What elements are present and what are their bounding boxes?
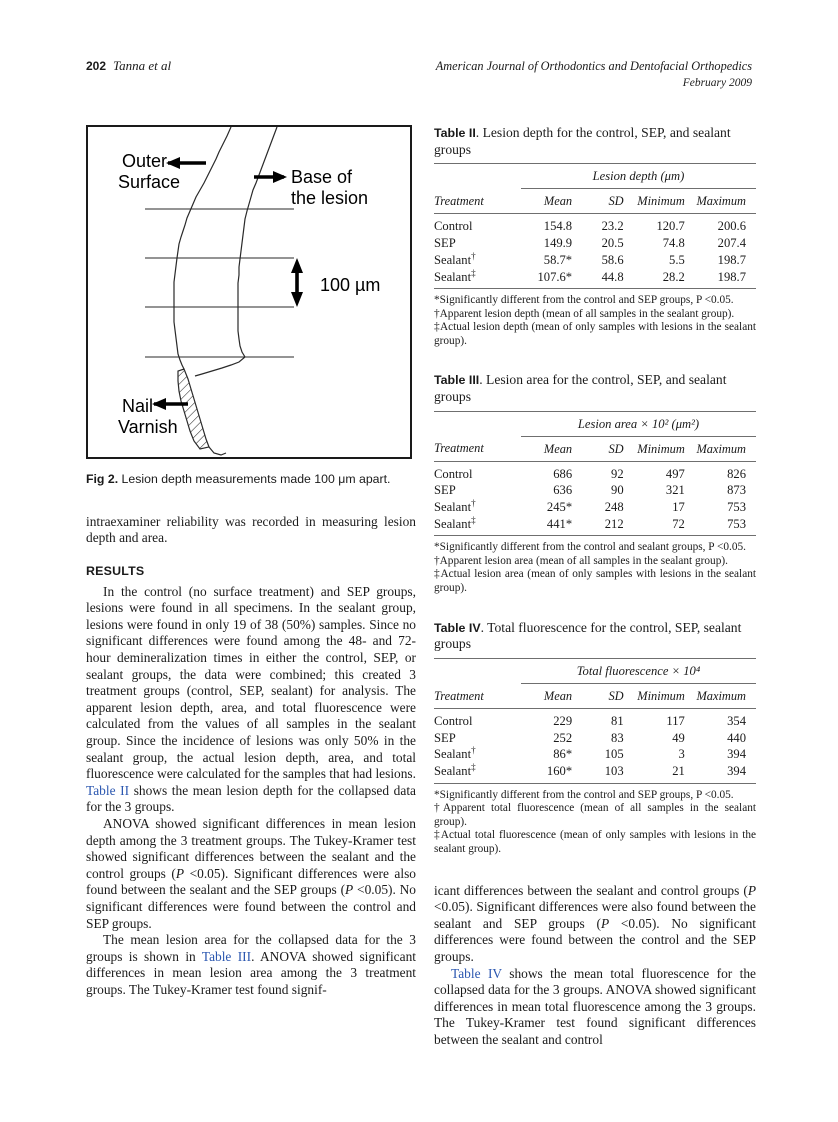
cell-treatment-text: Control: [434, 713, 473, 728]
figure-caption: [86, 472, 416, 488]
running-head-left: [86, 58, 171, 74]
table-2-note: †Apparent lesion depth (mean of all samples in the sealant group).: [434, 307, 735, 320]
table-2-title-text: . Lesion depth for the control, SEP, and sealant groups: [434, 125, 731, 157]
outer-surface-arrow: [166, 157, 206, 169]
nail-varnish-tail: [209, 447, 226, 455]
cell-sd: 92: [611, 466, 624, 481]
paragraph-results-2-text-a: ANOVA showed significant differences in mean lesion depth among the 3 treatment groups. The Tukey-Kramer test showed significant differences between the sealant and the control groups (: [86, 816, 416, 881]
cell-treatment-marker: †: [471, 250, 476, 261]
cell-min: 72: [672, 516, 685, 531]
cell-max: 826: [727, 466, 746, 481]
table-3-title-text: . Lesion area for the control, SEP, and sealant groups: [434, 372, 727, 404]
table-4-notes: [434, 789, 756, 857]
right-paragraph-continued-c: <0.05). No significant differences were found between the control and the SEP groups.: [434, 915, 757, 964]
lesion-diagram-svg: [88, 127, 409, 456]
table-row: [434, 499, 756, 516]
paragraph-results-1: [86, 584, 416, 816]
xref-table-4[interactable]: Table IV: [451, 965, 502, 981]
cell-max: 207.4: [717, 235, 746, 250]
table-3-col-treatment: Treatment: [434, 441, 484, 456]
table-2-note: ‡Actual lesion depth (mean of only samples with lesions in the sealant group).: [434, 321, 756, 347]
table-row: [434, 214, 756, 235]
right-paragraph-continued-b: <0.05). Significant differences were also found between the sealant and SEP groups (: [434, 899, 756, 931]
cell-sd: 212: [604, 516, 624, 531]
cell-treatment: [434, 746, 521, 763]
cell-sd: 90: [611, 483, 624, 498]
right-paragraph-2: [434, 966, 756, 1049]
cell-treatment-text: Sealant: [434, 764, 472, 779]
paragraph-results-2-text-b: <0.05). Significant differences were also found between the sealant and the SEP groups (: [86, 865, 416, 898]
cell-mean: 154.8: [543, 219, 573, 234]
cell-treatment: [434, 235, 521, 252]
cell-sd: 20.5: [601, 235, 624, 250]
table-3: [434, 411, 756, 537]
nail-varnish-hatch: [178, 369, 209, 449]
table-3-number: Table III: [434, 373, 480, 388]
cell-treatment-text: SEP: [434, 730, 456, 745]
cell-sd: 44.8: [601, 269, 624, 284]
cell-min: 74.8: [662, 235, 685, 250]
right-paragraph-continued: [434, 883, 756, 966]
table-4-number: Table IV: [434, 620, 481, 635]
cell-treatment-marker: ‡: [471, 761, 476, 772]
table-2-title: [434, 125, 756, 158]
cell-min: 21: [672, 764, 685, 779]
cell-min: 497: [665, 466, 685, 481]
cell-treatment: [434, 252, 521, 269]
base-of-lesion-arrow: [254, 171, 287, 183]
cell-max: 200.6: [717, 219, 746, 234]
cell-sd: 81: [611, 713, 624, 728]
table-3-spanner: Lesion area × 10² (μm²): [521, 411, 756, 436]
table-3-note: ‡Actual lesion area (mean of only samples with lesions in the sealant group).: [434, 568, 756, 595]
table-3-title: [434, 372, 756, 405]
table-2-spanner-blank: [434, 164, 521, 189]
table-4-title-text: . Total fluorescence for the control, SEP, sealant groups: [434, 619, 742, 652]
table-2-block: [434, 125, 756, 348]
left-column: [86, 125, 416, 999]
paragraph-results-1-text-a: In the control (no surface treatment) and SEP groups, lesions were found in all specimens. In the sealant group, lesions were found in only 19 of 38 (50%) samples. Since no significant differences were found among the 48- and 72-hour demineralization times in either the control, SEP, or sealant groups, the data were combined; this created 3 treatment groups (control, SEP, sealant) for analysis. The apparent lesion depth, area, and total fluorescence were calculated from the values of all samples in the sealant group. Since the incidence of lesions was only 50% in the sealant group, the actual lesion depth, area, and total fluorescence were calculated for the samples that had lesions.: [86, 583, 416, 782]
cell-treatment-text: Control: [434, 466, 473, 481]
cell-treatment-marker: †: [471, 745, 476, 756]
table-3-col-mean: Mean: [543, 441, 573, 456]
right-paragraph-continued-a: icant differences between the sealant and control groups (: [434, 882, 748, 898]
cell-treatment: [434, 461, 521, 482]
label-base-line2: the lesion: [291, 188, 369, 208]
p-value-italic-4: P: [600, 915, 610, 931]
running-head-authors: Tanna et al: [113, 58, 172, 73]
table-spacer: [434, 600, 756, 620]
table-3-col-max: Maximum: [696, 441, 746, 456]
cell-min: 120.7: [656, 219, 685, 234]
cell-max: 198.7: [717, 269, 746, 284]
cell-mean: 252: [553, 730, 573, 745]
cell-treatment-text: Sealant: [434, 252, 472, 267]
cell-treatment-marker: ‡: [471, 514, 476, 525]
cell-treatment: [434, 499, 521, 516]
section-heading-results: RESULTS: [86, 563, 145, 578]
cell-max: 753: [727, 500, 746, 515]
cell-treatment-marker: †: [471, 497, 476, 508]
table-2-col-min: Minimum: [637, 194, 685, 209]
p-value-italic-2: P: [345, 882, 354, 898]
label-base-line1: Base of: [291, 167, 353, 187]
table-row: [434, 268, 756, 288]
measurement-lines: [145, 209, 294, 357]
label-nail-line2: Varnish: [118, 417, 178, 437]
p-value-italic-3: P: [747, 882, 756, 898]
cell-treatment: [434, 516, 521, 536]
table-row: [434, 729, 756, 746]
paragraph-results-1-text-b: shows the mean lesion depth for the collapsed data for the 3 groups.: [86, 782, 416, 815]
table-3-note: †Apparent lesion area (mean of all samples in the sealant group).: [434, 554, 728, 567]
cell-max: 394: [727, 747, 746, 762]
base-of-lesion-curve: [195, 127, 277, 376]
label-outer-surface-line2: Surface: [118, 172, 181, 192]
cell-sd: 105: [604, 747, 624, 762]
figure-label: Fig 2.: [86, 472, 119, 486]
table-2: [434, 163, 756, 289]
label-nail-line1: Nail: [122, 396, 154, 416]
right-paragraph-2-text: shows the mean total fluorescence for the collapsed data for the 3 groups. ANOVA showed significant differences in mean total fluorescence among the 3 groups. The Tukey-Kramer test found significant differences between the sealant and control: [434, 965, 756, 1047]
table-4-note: *Significantly different from the control and SEP groups, P <0.05.: [434, 788, 734, 801]
cell-min: 3: [678, 747, 685, 762]
paragraph-results-3: [86, 932, 416, 998]
cell-mean: 58.7*: [543, 252, 573, 267]
table-row: [434, 708, 756, 729]
table-4-spanner-blank: [434, 658, 521, 683]
label-outer-surface-line1: Outer: [122, 151, 168, 171]
p-value-italic-1: P: [175, 865, 185, 881]
cell-mean: 441*: [546, 516, 573, 531]
table-4-block: [434, 620, 756, 857]
label-scale: 100 µm: [320, 275, 381, 295]
cell-treatment: [434, 482, 521, 499]
table-4-header-row: [434, 683, 756, 708]
table-4-col-treatment: Treatment: [434, 688, 484, 703]
cell-sd: 83: [611, 730, 624, 745]
table-3-note: *Significantly different from the control and sealant groups, P <0.05.: [434, 541, 746, 554]
cell-treatment: [434, 729, 521, 746]
table-spacer: [434, 352, 756, 372]
table-2-number: Table II: [434, 126, 476, 140]
table-3-header-row: [434, 436, 756, 461]
cell-min: 17: [672, 500, 685, 515]
cell-mean: 245*: [546, 500, 573, 515]
table-2-header-row: [434, 189, 756, 214]
table-4-note: ‡Actual total fluorescence (mean of only samples with lesions in the sealant group).: [434, 829, 756, 855]
cell-treatment-text: Control: [434, 219, 473, 234]
table-2-col-mean: Mean: [543, 194, 573, 209]
table-3-spanner-row: [434, 411, 756, 436]
issue-date: February 2009: [682, 77, 752, 89]
table-2-spanner: Lesion depth (μm): [521, 164, 756, 189]
cell-max: 394: [727, 764, 746, 779]
table-3-notes: [434, 541, 756, 595]
table-4-col-sd: SD: [608, 688, 624, 703]
cell-mean: 229: [553, 713, 573, 728]
table-row: [434, 461, 756, 482]
table-2-col-max: Maximum: [696, 194, 746, 209]
cell-treatment: [434, 214, 521, 235]
cell-mean: 86*: [553, 747, 573, 762]
cell-max: 198.7: [717, 252, 746, 267]
cell-treatment-text: Sealant: [434, 516, 472, 531]
cell-max: 753: [727, 516, 746, 531]
table-3-spanner-blank: [434, 411, 521, 436]
cell-sd: 23.2: [601, 219, 624, 234]
table-2-spanner-row: [434, 164, 756, 189]
paragraph-results-3-text-a: The mean lesion area for the collapsed data for the 3 groups is shown in: [86, 932, 416, 964]
table-2-note: *Significantly different from the control and SEP groups, P <0.05.: [434, 293, 734, 306]
cell-treatment: [434, 708, 521, 729]
cell-mean: 636: [553, 483, 573, 498]
table-2-col-treatment: Treatment: [434, 193, 484, 208]
cell-max: 440: [727, 730, 746, 745]
cell-treatment: [434, 763, 521, 783]
page-number: 202: [86, 59, 107, 73]
cell-min: 321: [665, 483, 685, 498]
figure-2: [86, 125, 412, 459]
cell-min: 49: [672, 730, 685, 745]
cell-sd: 248: [604, 500, 624, 515]
table-3-col-sd: SD: [608, 441, 624, 456]
cell-mean: 686: [553, 466, 573, 481]
cell-min: 117: [666, 713, 685, 728]
table-row: [434, 482, 756, 499]
cell-treatment-text: Sealant: [434, 747, 472, 762]
table-4-spanner: Total fluorescence × 10⁴: [521, 658, 756, 683]
table-row: [434, 516, 756, 536]
cell-min: 28.2: [662, 269, 685, 284]
table-4-col-mean: Mean: [543, 688, 573, 703]
cell-treatment-text: SEP: [434, 235, 456, 250]
table-4: [434, 658, 756, 784]
xref-table-2[interactable]: Table II: [86, 782, 130, 798]
table-row: [434, 252, 756, 269]
cell-mean: 160*: [546, 764, 573, 779]
table-2-col-sd: SD: [608, 194, 624, 209]
table-row: [434, 235, 756, 252]
table-4-spanner-row: [434, 658, 756, 683]
cell-treatment: [434, 268, 521, 288]
paragraph-results-2: [86, 816, 416, 932]
paragraph-results-2-text-c: <0.05). No significant differences were found between the control and SEP groups.: [86, 882, 416, 931]
running-head-right: [436, 58, 752, 92]
cell-treatment-text: SEP: [434, 483, 456, 498]
cell-min: 5.5: [669, 252, 685, 267]
cell-treatment-text: Sealant: [434, 500, 472, 515]
right-column: [434, 125, 756, 1048]
scale-arrow: [291, 258, 303, 307]
paragraph-continued-text: intraexaminer reliability was recorded in measuring lesion depth and area.: [86, 513, 416, 546]
cell-sd: 58.6: [601, 252, 624, 267]
paragraph-results-3-text-b: . ANOVA showed significant differences in mean lesion area among the 3 treatment groups. The Tukey-Kramer test found signif-: [86, 948, 416, 997]
paragraph-continued: [86, 514, 416, 547]
cell-max: 873: [727, 483, 746, 498]
xref-table-3[interactable]: Table III: [201, 948, 252, 964]
cell-treatment-marker: ‡: [471, 267, 476, 278]
cell-mean: 107.6*: [537, 269, 573, 284]
cell-treatment-text: Sealant: [434, 269, 472, 284]
journal-title: American Journal of Orthodontics and Dentofacial Orthopedics: [435, 59, 752, 73]
table-3-col-min: Minimum: [637, 441, 685, 456]
running-head: [86, 58, 752, 98]
table-4-note: †Apparent total fluorescence (mean of all samples in the sealant group).: [434, 802, 756, 828]
cell-max: 354: [727, 713, 746, 728]
cell-mean: 149.9: [543, 235, 573, 250]
table-4-title: [434, 620, 756, 653]
cell-sd: 103: [604, 764, 624, 779]
table-3-block: [434, 372, 756, 595]
table-row: [434, 763, 756, 783]
table-2-notes: [434, 294, 756, 348]
table-4-col-min: Minimum: [637, 688, 685, 703]
figure-caption-text: Lesion depth measurements made 100 μm apart.: [118, 472, 391, 486]
table-4-col-max: Maximum: [696, 688, 746, 703]
table-row: [434, 746, 756, 763]
